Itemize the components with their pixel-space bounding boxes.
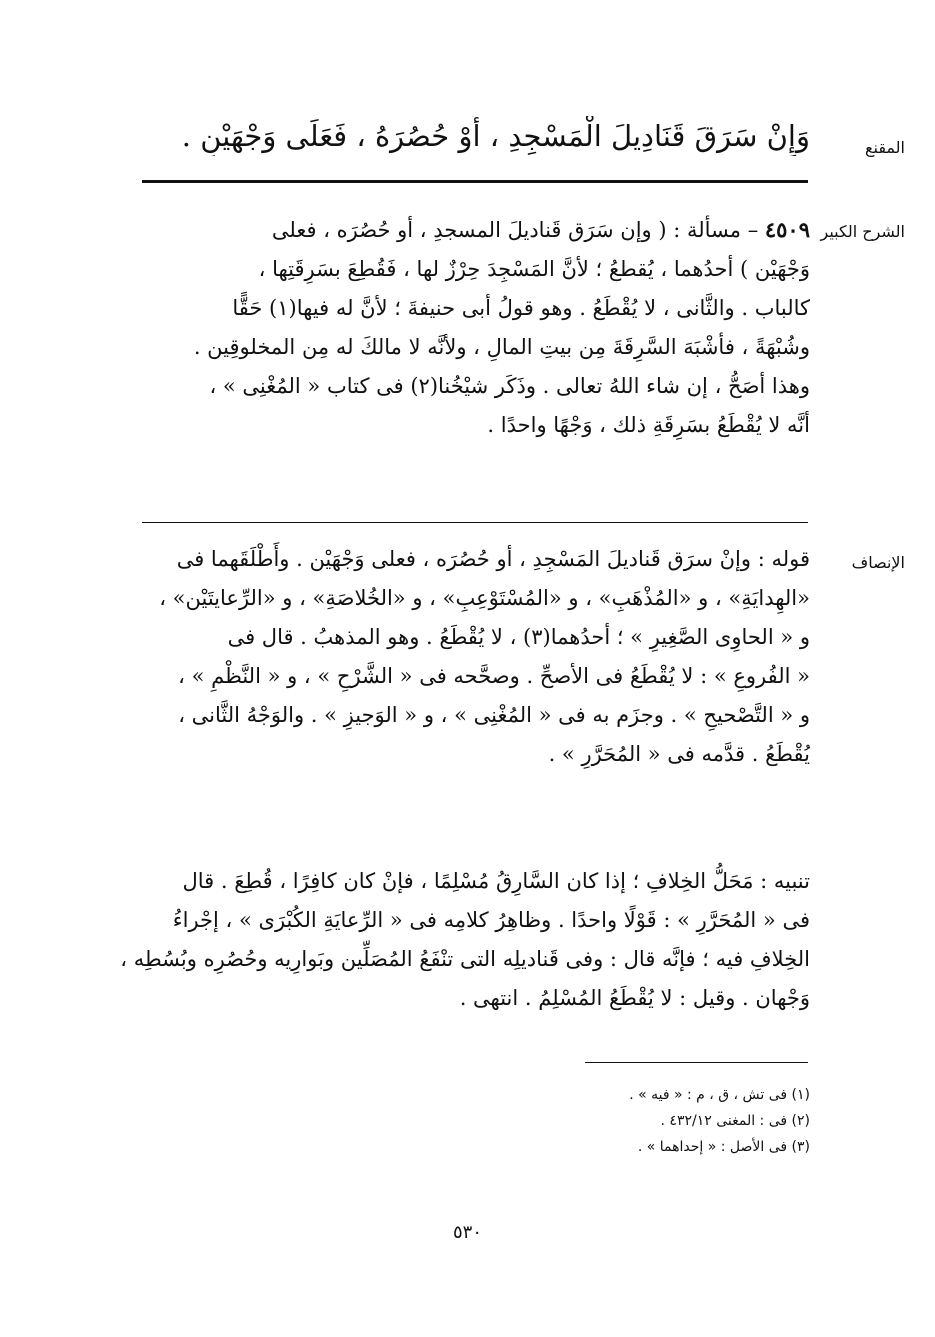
muqni-text (120, 116, 810, 156)
footnote-divider (585, 1062, 808, 1063)
tanbih-line: فى « المُحَرَّرِ » : قَوْلًا واحدًا . وظاهِرُ كلامِه فى « الرِّعايَةِ الكُبْرَى » ، إجْراءُ (172, 908, 810, 932)
muqni-divider (142, 180, 808, 183)
insaf-label: الإنصاف (851, 553, 905, 572)
sharh-line: وهذا أصَحُّ ، إن شاء اللهُ تعالى . وذَكَر شيْخُنا(٢) فى كتاب « المُغْنِى » ، (209, 374, 810, 398)
sharh-text (120, 210, 810, 445)
insaf-text (120, 540, 810, 774)
page-number: ٥٣٠ (452, 1222, 482, 1243)
sharh-line: أنَّه لا يُقْطَعُ بسَرِقَةِ ذلك ، وَجْهًا واحدًا . (487, 413, 810, 437)
insaf-line: «الهِدايَةِ» ، و «المُذْهَبِ» ، و «المُسْتَوْعِبِ» ، و «الخُلاصَةِ» ، و «الرِّعايتَيْن» ، (159, 586, 810, 610)
tanbih-line: الخِلافِ فيه ؛ فإنَّه قال : وفى قَناديلِه التى تنْفَعُ المُصَلِّين وبَوارِيه وحُصُرِه وبُسُطِه ، (120, 947, 810, 971)
sharh-line: وشُبْهَةً ، فأشْبَهَ السَّرِقَةَ مِن بيتِ المالِ ، ولأنَّه لا مالكَ له مِن المخلوقِين . (193, 335, 810, 359)
sharh-line: ٤٥٠٩ – مسألة : ( وإن سَرَق قَناديلَ المسجدِ ، أو حُصُرَه ، فعلى (271, 217, 810, 242)
sharh-line: كالباب . والثَّانى ، لا يُقْطَعُ . وهو قولُ أبى حنيفةَ ؛ لأنَّ له فيها(١) حَقًّا (232, 296, 810, 320)
tanbih-line: تنبيه : مَحَلُّ الخِلافِ ؛ إذا كان السَّارِقُ مُسْلِمًا ، فإنْ كان كافِرًا ، قُطِعَ . قال (182, 869, 810, 893)
sharh-line: وَجْهَيْن ) أحدُهما ، يُقطعُ ؛ لأنَّ المَسْجِدَ حِرْزٌ لها ، فَقُطِعَ بسَرِقَتِها ، (258, 257, 810, 281)
insaf-line: و « التَّصْحيحِ » . وجزَم به فى « المُغْنِى » ، و « الوَجيزِ » . والوَجْهُ الثَّانى ، (178, 703, 810, 727)
tanbih-line: وَجْهان . وقيل : لا يُقْطَعُ المُسْلِمُ . انتهى . (459, 986, 810, 1010)
insaf-line: قوله : وإنْ سرَق قَناديلَ المَسْجِدِ ، أو حُصُرَه ، فعلى وَجْهَيْن . وأَطْلَقَهما فى (176, 547, 810, 571)
tanbih-text (120, 862, 810, 1018)
sharh-label: الشرح الكبير (820, 222, 905, 241)
insaf-line: يُقْطَعُ . قدَّمه فى « المُحَرَّرِ » . (548, 742, 810, 766)
sharh-divider (142, 522, 808, 523)
footnote: (٣) فى الأصل : « إحداهما » . (637, 1139, 810, 1155)
footnote: (١) فى تش ، ق ، م : « فيه » . (629, 1087, 810, 1103)
insaf-line: « الفُروعِ » : لا يُقْطَعُ فى الأصحِّ . وصحَّحه فى « الشَّرْحِ » ، و « النَّظْمِ » ، (178, 664, 810, 688)
footnotes (410, 1082, 810, 1160)
muqni-line: وَإِنْ سَرَقَ قَنَادِيلَ الْمَسْجِدِ ، أَوْ حُصُرَهُ ، فَعَلَى وَجْهَيْنِ . (181, 119, 810, 153)
footnote: (٢) فى : المغنى ٤٣٢/١٢ . (660, 1113, 810, 1129)
insaf-line: و « الحاوِى الصَّغِيرِ » ؛ أحدُهما(٣) ، لا يُقْطَعُ . وهو المذهبُ . قال فى (227, 625, 810, 649)
issue-number: ٤٥٠٩ (764, 217, 810, 242)
muqni-label: المقنع (864, 138, 905, 157)
